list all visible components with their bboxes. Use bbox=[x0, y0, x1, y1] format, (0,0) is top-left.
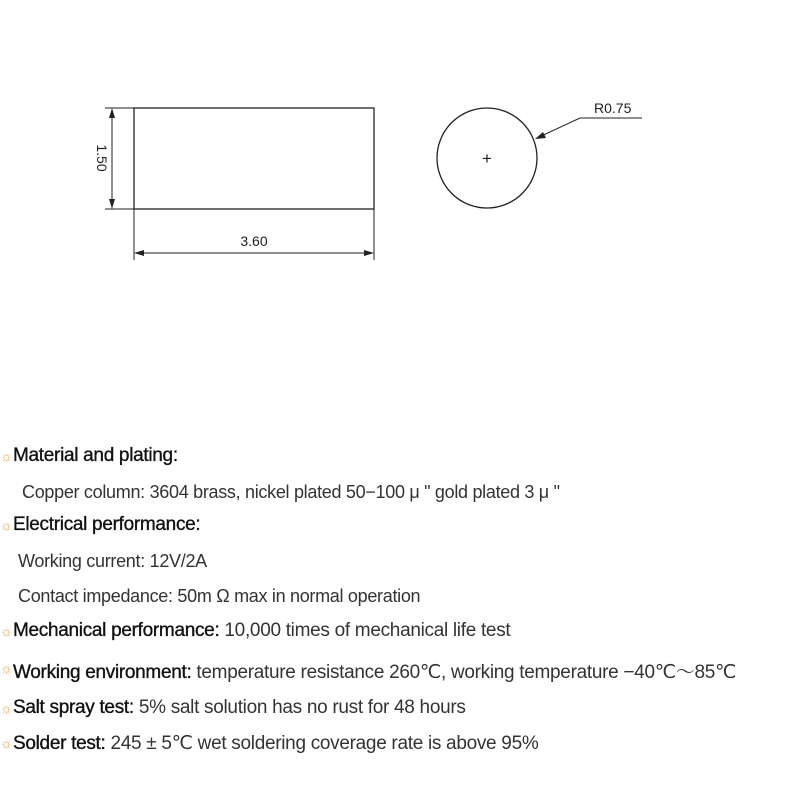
bullet-icon: ☼ bbox=[0, 517, 13, 533]
spec-line: Copper column: 3604 brass, nickel plated 50−100 μ " gold plated 3 μ " bbox=[22, 482, 560, 502]
spec-line: Working current: 12V/2A bbox=[18, 551, 207, 571]
spec-heading: Material and plating: bbox=[13, 445, 178, 466]
height-dimension-label: 1.50 bbox=[94, 144, 110, 172]
radius-label: R0.75 bbox=[594, 100, 632, 116]
bullet-icon: ☼ bbox=[0, 448, 13, 464]
spec-detail: 5% salt solution has no rust for 48 hours bbox=[133, 697, 466, 718]
spec-heading: Solder test: bbox=[13, 733, 106, 754]
bullet-icon: ☼ bbox=[0, 660, 13, 676]
spec-heading: Mechanical performance: bbox=[13, 620, 220, 641]
spec-heading: Salt spray test: bbox=[13, 697, 134, 718]
technical-drawing bbox=[0, 0, 800, 330]
bullet-icon: ☼ bbox=[0, 623, 13, 639]
spec-detail: 10,000 times of mechanical life test bbox=[219, 620, 511, 641]
pin-side-view bbox=[134, 108, 374, 209]
spec-heading: Electrical performance: bbox=[13, 514, 201, 535]
bullet-icon: ☼ bbox=[0, 735, 13, 751]
bullet-icon: ☼ bbox=[0, 700, 13, 716]
spec-line: Contact impedance: 50m Ω max in normal operation bbox=[18, 586, 421, 606]
center-mark: + bbox=[482, 149, 492, 168]
spec-detail: 245 ± 5℃ wet soldering coverage rate is above 95% bbox=[105, 733, 539, 754]
spec-detail: temperature resistance 260℃, working temperature −40℃～85℃ bbox=[191, 662, 737, 683]
width-dimension-label: 3.60 bbox=[240, 233, 268, 249]
spec-heading: Working environment: bbox=[13, 662, 192, 683]
radius-leader bbox=[535, 118, 642, 139]
